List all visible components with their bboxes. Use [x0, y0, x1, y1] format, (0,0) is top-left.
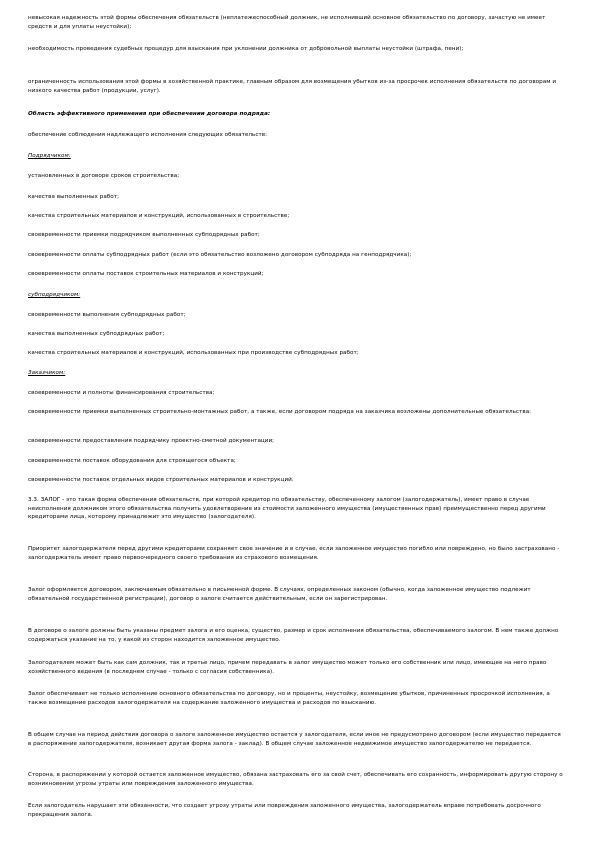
document-page — [28, 0, 567, 842]
heading-application-area: Область эффективного применения при обеспечении договора подряда: — [28, 111, 271, 117]
paragraph-pledge-contract: Залог оформляется договором, заключаемым обязательно в письменной форме. В случаях, определенных законом (обычно, когда заложенное имущество подлежит обязательной государственной регистрации), договор о залоге считается действительным, если он зарегистрирован. — [28, 587, 531, 602]
list-item-contractor-3: качества строительных материалов и конструкций, использованных в строительстве; — [28, 213, 290, 219]
list-item-customer-5: своевременности поставок отдельных видов строительных материалов и конструкций. — [28, 477, 294, 483]
list-item-contractor-6: своевременности оплаты поставок строительных материалов и конструкций; — [28, 271, 264, 277]
subheading-customer: Заказчиком: — [28, 370, 66, 376]
paragraph-pledge-possession: В общем случае на период действия договора о залоге заложенное имущество остается у залогодателя, если иное не предусмотрено договором (если имущество передается в распоряжение залогодержателя, возникает другая форма залога - заклад). В общем случае заложенное недвижимое имущество залогодержателю не передается. — [28, 732, 561, 747]
paragraph-pledge-definition: 3.3. ЗАЛОГ - это такая форма обеспечения обязательств, при которой кредитор по обязательству, обеспеченному залогом (залогодержатель), имеет право в случае неисполнения должником этого обязательства получить удовлетворение из стоимости заложенного имущества (имущественных прав) преимущественно перед другими кредиторами лица, которому принадлежит это имущество (залогодателя). — [28, 497, 546, 521]
list-item-customer-3: своевременности предоставления подрядчику проектно-сметной документации; — [28, 438, 275, 444]
subheading-subcontractor: субподрядчиком: — [28, 292, 81, 298]
list-item-customer-1: своевременности и полноты финансирования строительства; — [28, 390, 215, 396]
paragraph-pledge-secures: Залог обеспечивает не только исполнение основного обязательства по договору, но и проценты, неустойку, возмещение убытков, причиненных просрочкой исполнения, а также возмещение расходов залогодержателя на содержание заложенного имущества и расходов по взысканию. — [28, 691, 550, 706]
list-item-contractor-2: качества выполненных работ; — [28, 194, 120, 200]
paragraph-pledge-priority: Приоритет залогодержателя перед другими кредиторами сохраняет свое значение и в случае, если заложенное имущество погибло или повреждено, но было застраховано - залогодержатель имеет право первоочередного своего требования из страхового возмещения. — [28, 546, 560, 561]
list-item-customer-2: своевременности приемки выполненных строительно-монтажных работ, а также, если договором подряда на заказчика возложены дополнительные обязательства: — [28, 409, 532, 415]
paragraph-obligations-intro: обеспечение соблюдения надлежащего исполнения следующих обязательств: — [28, 132, 268, 138]
list-item-contractor-5: своевременности оплаты субподрядных работ (если это обязательство возложено договором субподряда на генподрядчика); — [28, 252, 412, 258]
list-item-subcontractor-1: своевременности выполнения субподрядных работ; — [28, 312, 186, 318]
paragraph-weak-reliability: невысокая надежность этой формы обеспечения обязательств (неплатежеспособный должник, не исполнивший основное обязательство по договору, зачастую не имеет средств и для уплаты неустойки); — [28, 15, 546, 30]
paragraph-court-procedures: необходимость проведения судебных процедур для взыскания при уклонении должника от добровольной выплаты неустойки (штрафа, пени); — [28, 46, 464, 52]
list-item-subcontractor-3: качества строительных материалов и конструкций, использованных при производстве субподрядных работ; — [28, 350, 359, 356]
paragraph-pledge-termination: Если залогодатель нарушает эти обязанности, что создает угрозу утраты или повреждения заложенного имущества, залогодержатель вправе потребовать досрочного прекращения залога. — [28, 803, 541, 818]
paragraph-pledge-insurance: Сторона, в распоряжении у которой остается заложенное имущество, обязана застраховать его за свой счет, обеспечивать его сохранность, информировать другую сторону о возникновении угрозы утраты или повреждения заложенного имущества. — [28, 772, 563, 787]
list-item-subcontractor-2: качества выполненных субподрядных работ; — [28, 331, 165, 337]
list-item-customer-4: своевременности поставок оборудования для строящегося объекта; — [28, 458, 236, 464]
list-item-contractor-1: установленных в договоре сроков строительства; — [28, 173, 180, 179]
subheading-contractor: Подрядчиком: — [28, 153, 71, 159]
paragraph-limited-use: ограниченность использования этой формы в хозяйственной практике, главным образом для возмещения убытков из-за просрочек исполнения обязательств по договорам и низкого качества работ (продукции, услуг). — [28, 79, 557, 94]
paragraph-pledger: Залогодателем может быть как сам должник, так и третье лицо, причем передавать в залог имущество может только его собственник или лицо, имеющее на него право хозяйственного ведения (в последнем случае - только с согласия собственника). — [28, 660, 547, 675]
list-item-contractor-4: своевременности приемки подрядчиком выполненных субподрядных работ; — [28, 232, 260, 238]
paragraph-pledge-contract-terms: В договоре о залоге должны быть указаны предмет залога и его оценка, существо, размер и срок исполнения обязательства, обеспечиваемого залогом. В нем также должно содержаться указание на то, у какой из сторон находится заложенное имущество. — [28, 628, 559, 643]
